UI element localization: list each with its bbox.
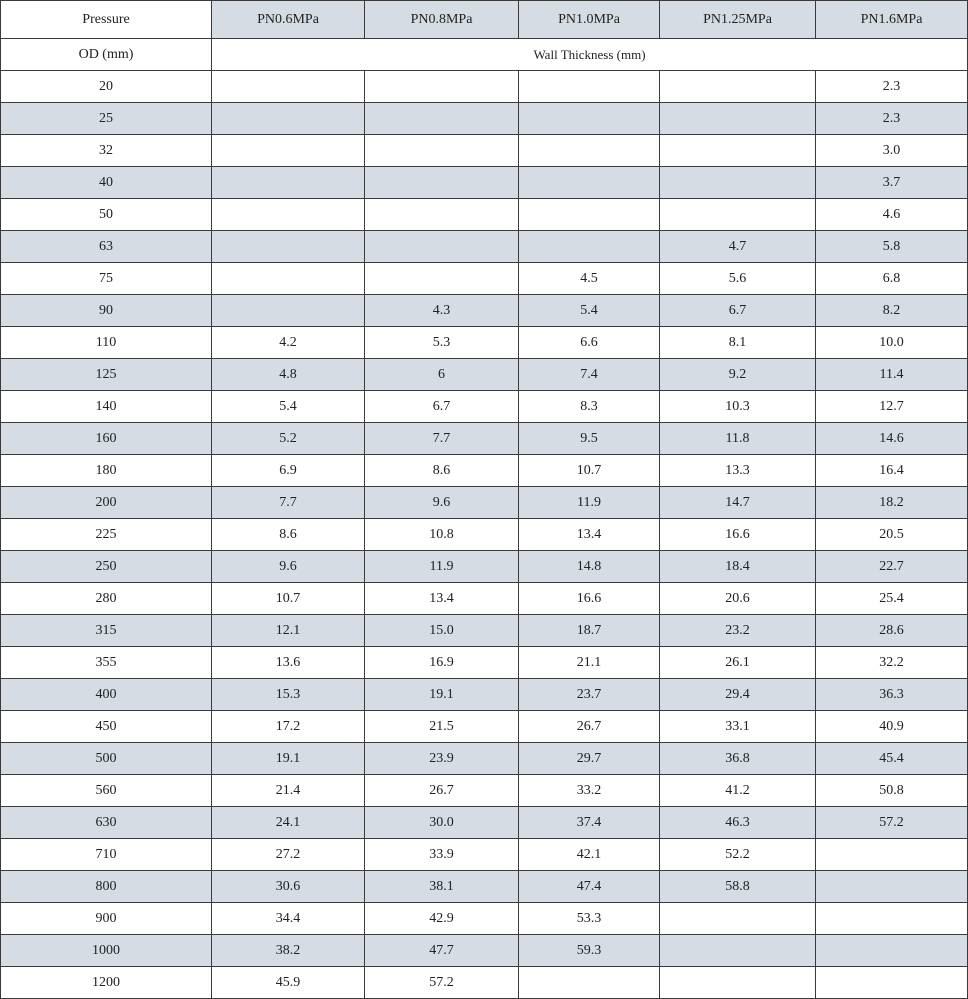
thickness-cell: 14.7 xyxy=(660,487,816,519)
thickness-cell: 10.7 xyxy=(212,583,365,615)
thickness-cell: 30.6 xyxy=(212,871,365,903)
od-cell: 50 xyxy=(1,199,212,231)
thickness-cell: 16.6 xyxy=(660,519,816,551)
thickness-cell: 21.1 xyxy=(519,647,660,679)
thickness-cell: 2.3 xyxy=(816,103,968,135)
thickness-cell: 5.3 xyxy=(365,327,519,359)
thickness-cell: 23.9 xyxy=(365,743,519,775)
thickness-cell xyxy=(365,103,519,135)
thickness-cell: 4.2 xyxy=(212,327,365,359)
thickness-cell xyxy=(660,199,816,231)
thickness-cell xyxy=(816,839,968,871)
table-row xyxy=(1,551,968,583)
thickness-cell xyxy=(519,167,660,199)
od-cell: 75 xyxy=(1,263,212,295)
od-cell: 140 xyxy=(1,391,212,423)
od-cell: 40 xyxy=(1,167,212,199)
table-row xyxy=(1,871,968,903)
thickness-cell xyxy=(519,967,660,999)
thickness-cell xyxy=(660,167,816,199)
thickness-cell: 4.6 xyxy=(816,199,968,231)
od-cell: 560 xyxy=(1,775,212,807)
thickness-cell xyxy=(365,231,519,263)
od-cell: 630 xyxy=(1,807,212,839)
od-cell: 400 xyxy=(1,679,212,711)
thickness-cell xyxy=(519,231,660,263)
table-row xyxy=(1,775,968,807)
thickness-cell: 15.0 xyxy=(365,615,519,647)
thickness-cell xyxy=(816,935,968,967)
thickness-cell: 34.4 xyxy=(212,903,365,935)
thickness-cell: 4.8 xyxy=(212,359,365,391)
thickness-cell: 6.6 xyxy=(519,327,660,359)
thickness-cell: 9.6 xyxy=(212,551,365,583)
thickness-cell: 59.3 xyxy=(519,935,660,967)
table-row xyxy=(1,519,968,551)
table-row xyxy=(1,647,968,679)
thickness-cell xyxy=(519,71,660,103)
thickness-cell: 14.8 xyxy=(519,551,660,583)
thickness-cell: 36.8 xyxy=(660,743,816,775)
thickness-cell: 10.0 xyxy=(816,327,968,359)
thickness-cell: 22.7 xyxy=(816,551,968,583)
pressure-label: Pressure xyxy=(1,1,212,39)
thickness-cell: 10.3 xyxy=(660,391,816,423)
thickness-cell xyxy=(660,135,816,167)
thickness-cell: 6.8 xyxy=(816,263,968,295)
thickness-cell: 37.4 xyxy=(519,807,660,839)
thickness-cell: 18.7 xyxy=(519,615,660,647)
thickness-cell: 8.3 xyxy=(519,391,660,423)
thickness-cell: 6.7 xyxy=(660,295,816,327)
table-row xyxy=(1,263,968,295)
thickness-cell: 11.8 xyxy=(660,423,816,455)
od-cell: 200 xyxy=(1,487,212,519)
od-cell: 250 xyxy=(1,551,212,583)
thickness-cell: 40.9 xyxy=(816,711,968,743)
thickness-cell: 5.4 xyxy=(212,391,365,423)
thickness-cell xyxy=(212,231,365,263)
thickness-cell: 16.9 xyxy=(365,647,519,679)
thickness-cell xyxy=(212,135,365,167)
thickness-cell xyxy=(660,103,816,135)
thickness-cell: 20.6 xyxy=(660,583,816,615)
thickness-cell: 36.3 xyxy=(816,679,968,711)
thickness-cell: 9.5 xyxy=(519,423,660,455)
thickness-cell: 7.7 xyxy=(365,423,519,455)
thickness-cell xyxy=(365,71,519,103)
thickness-cell xyxy=(212,103,365,135)
column-header-pn16: PN1.6MPa xyxy=(816,1,968,39)
thickness-cell: 24.1 xyxy=(212,807,365,839)
thickness-cell xyxy=(365,263,519,295)
thickness-cell: 26.7 xyxy=(519,711,660,743)
wall-thickness-label: Wall Thickness (mm) xyxy=(212,39,968,71)
thickness-cell: 6.9 xyxy=(212,455,365,487)
od-cell: 90 xyxy=(1,295,212,327)
thickness-cell: 4.5 xyxy=(519,263,660,295)
od-cell: 225 xyxy=(1,519,212,551)
thickness-cell: 13.4 xyxy=(365,583,519,615)
od-cell: 160 xyxy=(1,423,212,455)
thickness-cell: 12.1 xyxy=(212,615,365,647)
column-header-pn08: PN0.8MPa xyxy=(365,1,519,39)
thickness-cell: 6 xyxy=(365,359,519,391)
thickness-cell: 33.2 xyxy=(519,775,660,807)
thickness-cell: 45.4 xyxy=(816,743,968,775)
thickness-cell: 4.3 xyxy=(365,295,519,327)
od-cell: 25 xyxy=(1,103,212,135)
table-row xyxy=(1,903,968,935)
thickness-cell: 47.7 xyxy=(365,935,519,967)
thickness-cell: 58.8 xyxy=(660,871,816,903)
thickness-cell: 8.2 xyxy=(816,295,968,327)
thickness-cell: 26.1 xyxy=(660,647,816,679)
thickness-cell xyxy=(212,199,365,231)
table-row xyxy=(1,135,968,167)
thickness-cell: 28.6 xyxy=(816,615,968,647)
thickness-cell: 46.3 xyxy=(660,807,816,839)
thickness-cell: 57.2 xyxy=(816,807,968,839)
thickness-cell: 29.7 xyxy=(519,743,660,775)
thickness-cell xyxy=(660,935,816,967)
table-row xyxy=(1,487,968,519)
thickness-cell: 23.7 xyxy=(519,679,660,711)
thickness-cell: 45.9 xyxy=(212,967,365,999)
column-header-pn10: PN1.0MPa xyxy=(519,1,660,39)
column-header-pn125: PN1.25MPa xyxy=(660,1,816,39)
od-cell: 125 xyxy=(1,359,212,391)
thickness-cell xyxy=(816,967,968,999)
thickness-cell xyxy=(660,903,816,935)
thickness-cell: 11.9 xyxy=(365,551,519,583)
table-row xyxy=(1,679,968,711)
thickness-cell: 6.7 xyxy=(365,391,519,423)
thickness-cell: 9.2 xyxy=(660,359,816,391)
thickness-cell xyxy=(212,263,365,295)
thickness-cell: 42.9 xyxy=(365,903,519,935)
thickness-cell: 13.6 xyxy=(212,647,365,679)
thickness-cell xyxy=(365,135,519,167)
thickness-cell: 16.4 xyxy=(816,455,968,487)
thickness-cell xyxy=(212,71,365,103)
table-row xyxy=(1,391,968,423)
thickness-cell: 11.9 xyxy=(519,487,660,519)
header-row xyxy=(1,1,968,39)
thickness-cell: 5.4 xyxy=(519,295,660,327)
od-cell: 710 xyxy=(1,839,212,871)
thickness-cell: 47.4 xyxy=(519,871,660,903)
table-row xyxy=(1,583,968,615)
thickness-cell: 13.4 xyxy=(519,519,660,551)
thickness-cell: 42.1 xyxy=(519,839,660,871)
thickness-cell: 38.1 xyxy=(365,871,519,903)
thickness-cell: 14.6 xyxy=(816,423,968,455)
thickness-cell: 21.5 xyxy=(365,711,519,743)
od-cell: 280 xyxy=(1,583,212,615)
table-row xyxy=(1,455,968,487)
table-row xyxy=(1,967,968,999)
table-row xyxy=(1,423,968,455)
thickness-cell: 38.2 xyxy=(212,935,365,967)
thickness-cell: 52.2 xyxy=(660,839,816,871)
od-cell: 32 xyxy=(1,135,212,167)
thickness-cell: 30.0 xyxy=(365,807,519,839)
table-row xyxy=(1,935,968,967)
od-cell: 1000 xyxy=(1,935,212,967)
thickness-cell: 8.1 xyxy=(660,327,816,359)
table-row xyxy=(1,71,968,103)
thickness-cell: 3.0 xyxy=(816,135,968,167)
od-label: OD (mm) xyxy=(1,39,212,71)
thickness-cell: 23.2 xyxy=(660,615,816,647)
table-row xyxy=(1,103,968,135)
thickness-cell xyxy=(212,295,365,327)
table-row xyxy=(1,359,968,391)
table-row xyxy=(1,231,968,263)
od-cell: 110 xyxy=(1,327,212,359)
table-row xyxy=(1,743,968,775)
od-cell: 20 xyxy=(1,71,212,103)
thickness-cell: 2.3 xyxy=(816,71,968,103)
od-cell: 900 xyxy=(1,903,212,935)
od-cell: 500 xyxy=(1,743,212,775)
thickness-cell xyxy=(519,199,660,231)
thickness-cell xyxy=(519,135,660,167)
thickness-cell: 26.7 xyxy=(365,775,519,807)
table-row xyxy=(1,839,968,871)
subheader-row xyxy=(1,39,968,71)
thickness-cell: 8.6 xyxy=(212,519,365,551)
thickness-cell: 18.2 xyxy=(816,487,968,519)
thickness-cell: 32.2 xyxy=(816,647,968,679)
thickness-cell: 7.7 xyxy=(212,487,365,519)
thickness-cell xyxy=(365,167,519,199)
thickness-cell: 17.2 xyxy=(212,711,365,743)
column-header-pn06: PN0.6MPa xyxy=(212,1,365,39)
od-cell: 1200 xyxy=(1,967,212,999)
thickness-cell: 5.8 xyxy=(816,231,968,263)
thickness-cell: 8.6 xyxy=(365,455,519,487)
thickness-cell: 10.7 xyxy=(519,455,660,487)
table-row xyxy=(1,167,968,199)
thickness-cell: 5.2 xyxy=(212,423,365,455)
thickness-cell xyxy=(660,71,816,103)
thickness-cell: 13.3 xyxy=(660,455,816,487)
table-row xyxy=(1,327,968,359)
thickness-cell: 29.4 xyxy=(660,679,816,711)
thickness-cell: 19.1 xyxy=(212,743,365,775)
od-cell: 800 xyxy=(1,871,212,903)
thickness-cell: 15.3 xyxy=(212,679,365,711)
thickness-cell xyxy=(660,967,816,999)
table-row xyxy=(1,807,968,839)
od-cell: 355 xyxy=(1,647,212,679)
thickness-cell: 33.9 xyxy=(365,839,519,871)
table-row xyxy=(1,295,968,327)
thickness-cell: 3.7 xyxy=(816,167,968,199)
thickness-cell: 16.6 xyxy=(519,583,660,615)
od-cell: 315 xyxy=(1,615,212,647)
thickness-cell: 41.2 xyxy=(660,775,816,807)
od-cell: 63 xyxy=(1,231,212,263)
table-row xyxy=(1,199,968,231)
thickness-cell xyxy=(816,903,968,935)
thickness-cell: 10.8 xyxy=(365,519,519,551)
thickness-cell: 53.3 xyxy=(519,903,660,935)
od-cell: 180 xyxy=(1,455,212,487)
table-row xyxy=(1,711,968,743)
thickness-cell xyxy=(816,871,968,903)
thickness-cell xyxy=(212,167,365,199)
thickness-cell xyxy=(365,199,519,231)
thickness-cell: 4.7 xyxy=(660,231,816,263)
thickness-cell xyxy=(519,103,660,135)
thickness-cell: 21.4 xyxy=(212,775,365,807)
thickness-cell: 25.4 xyxy=(816,583,968,615)
od-cell: 450 xyxy=(1,711,212,743)
thickness-cell: 19.1 xyxy=(365,679,519,711)
thickness-cell: 50.8 xyxy=(816,775,968,807)
thickness-cell: 9.6 xyxy=(365,487,519,519)
thickness-cell: 18.4 xyxy=(660,551,816,583)
thickness-cell: 5.6 xyxy=(660,263,816,295)
thickness-cell: 7.4 xyxy=(519,359,660,391)
thickness-cell: 57.2 xyxy=(365,967,519,999)
thickness-cell: 33.1 xyxy=(660,711,816,743)
thickness-cell: 12.7 xyxy=(816,391,968,423)
thickness-cell: 20.5 xyxy=(816,519,968,551)
thickness-cell: 27.2 xyxy=(212,839,365,871)
thickness-cell: 11.4 xyxy=(816,359,968,391)
table-row xyxy=(1,615,968,647)
